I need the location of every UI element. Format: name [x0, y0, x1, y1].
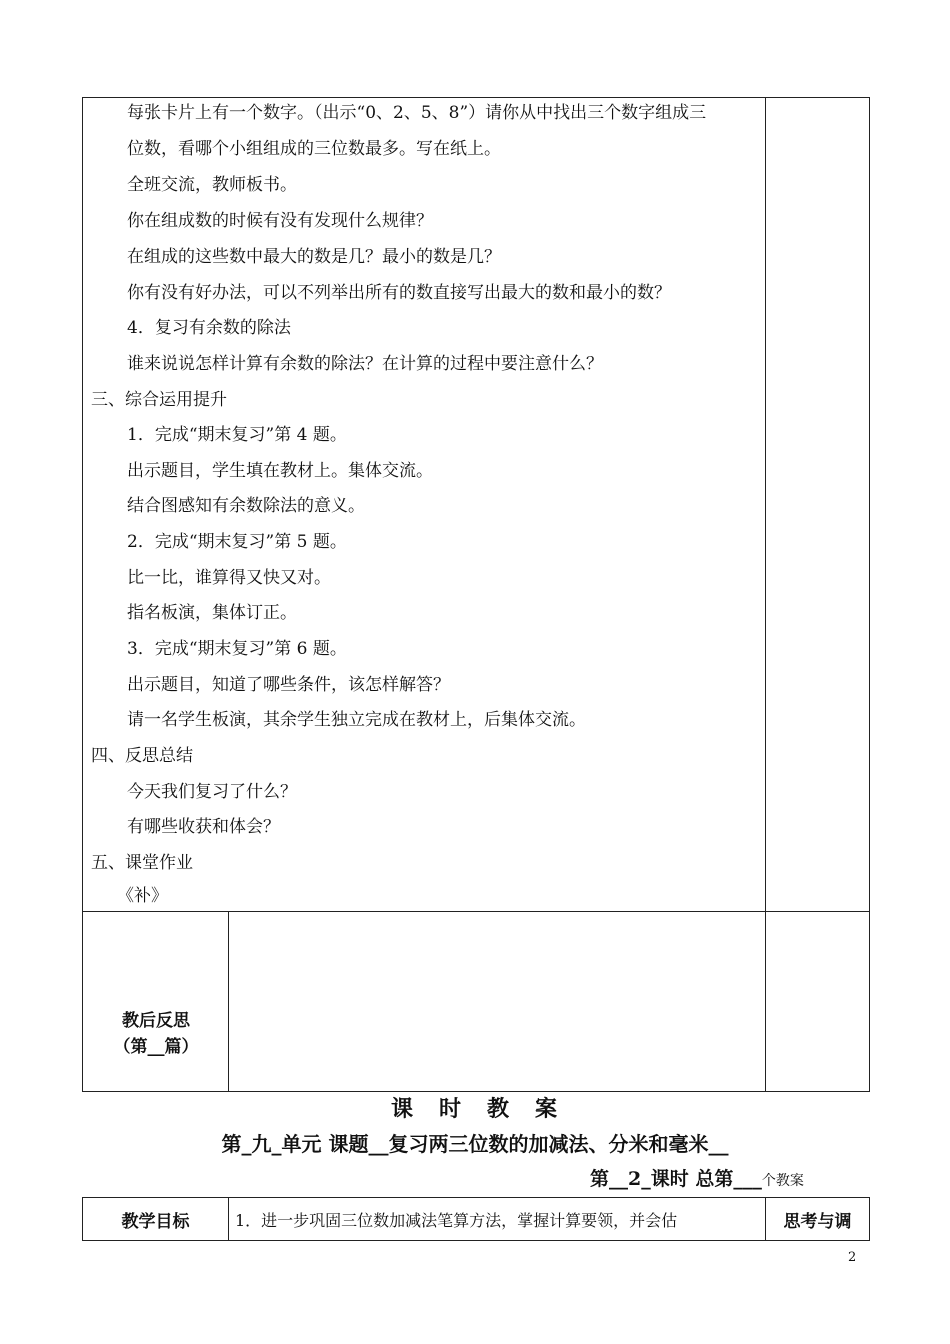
lesson-table	[82, 97, 870, 1092]
unit-topic-line: 第_九_单元 课题__复习两三位数的加减法、分米和毫米__	[221, 1132, 729, 1156]
content-line: 4．复习有余数的除法	[127, 318, 291, 338]
notes-column-cell	[766, 98, 870, 912]
goals-text: 1．进一步巩固三位数加减法笔算方法，掌握计算要领，并会估	[229, 1198, 766, 1241]
lesson-content-cell	[83, 98, 766, 912]
content-line: 《补》	[117, 886, 168, 906]
lesson-suffix: 个教案	[761, 1173, 804, 1189]
content-line: 比一比，谁算得又快又对。	[127, 568, 331, 588]
goals-table	[82, 1197, 870, 1241]
reflection-notes-cell	[766, 912, 870, 1092]
plan-title: 课 时 教 案	[390, 1096, 559, 1122]
goals-side-header: 思考与调	[766, 1198, 870, 1241]
content-line: 请一名学生板演，其余学生独立完成在教材上，后集体交流。	[127, 710, 586, 730]
reflection-label	[83, 1008, 229, 1060]
lesson-number-line	[590, 1164, 804, 1191]
content-line: 在组成的这些数中最大的数是几？最小的数是几？	[127, 247, 501, 267]
content-line: 全班交流，教师板书。	[127, 175, 297, 195]
reflection-label-cell	[83, 912, 229, 1092]
content-line: 2．完成“期末复习”第 5 题。	[127, 532, 347, 552]
page-number: 2	[848, 1250, 857, 1265]
content-line: 每张卡片上有一个数字。（出示“0、2、5、8”）请你从中找出三个数字组成三	[127, 103, 707, 123]
reflection-content-cell	[229, 912, 766, 1092]
section-heading: 四、反思总结	[91, 746, 193, 766]
goals-label: 教学目标	[83, 1198, 229, 1241]
content-line: 今天我们复习了什么？	[127, 782, 297, 802]
content-line: 出示题目，学生填在教材上。集体交流。	[127, 461, 433, 481]
content-line: 你有没有好办法，可以不列举出所有的数直接写出最大的数和最小的数？	[127, 283, 671, 303]
content-line: 有哪些收获和体会？	[127, 817, 280, 837]
section-heading: 三、综合运用提升	[91, 390, 227, 410]
content-line: 谁来说说怎样计算有余数的除法？在计算的过程中要注意什么？	[127, 354, 603, 374]
reflection-title: 教后反思	[122, 1011, 190, 1031]
content-line: 1．完成“期末复习”第 4 题。	[127, 425, 347, 445]
content-line: 出示题目，知道了哪些条件，该怎样解答？	[127, 675, 450, 695]
reflection-subtitle: （第__篇）	[113, 1037, 199, 1057]
content-line: 3．完成“期末复习”第 6 题。	[127, 639, 347, 659]
lesson-number: 第__2_课时 总第___	[590, 1168, 762, 1190]
content-line: 你在组成数的时候有没有发现什么规律？	[127, 211, 433, 231]
section-heading: 五、课堂作业	[91, 853, 193, 873]
content-line: 位数，看哪个小组组成的三位数最多。写在纸上。	[127, 139, 501, 159]
content-line: 结合图感知有余数除法的意义。	[127, 496, 365, 516]
content-line: 指名板演，集体订正。	[127, 603, 297, 623]
